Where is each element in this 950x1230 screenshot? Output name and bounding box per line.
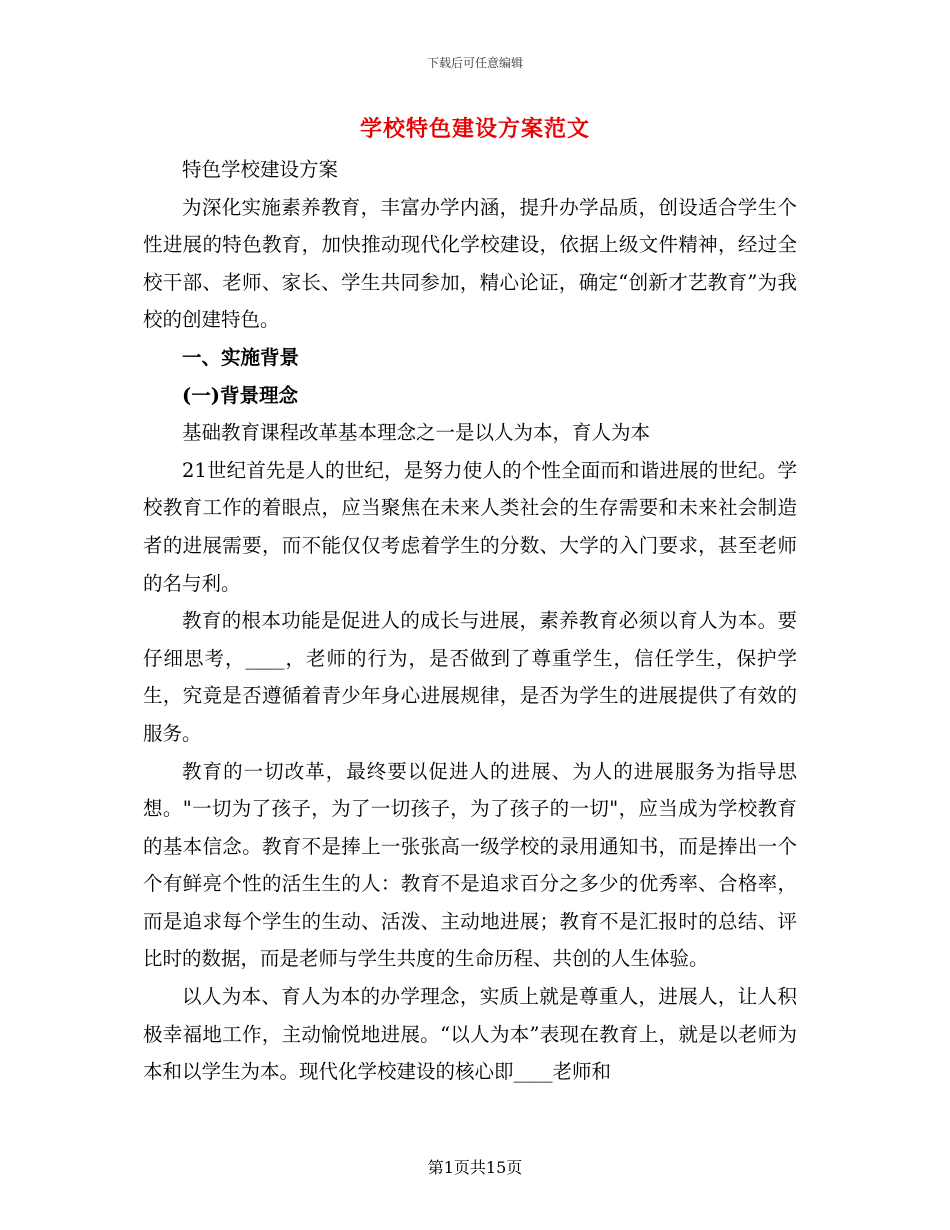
page-number-footer: 第1页共15页: [427, 1158, 523, 1177]
paragraph-subtitle: 特色学校建设方案: [182, 158, 339, 181]
document-title: 学校特色建设方案范文: [359, 116, 590, 142]
subsection-heading: (一)背景理念: [182, 383, 298, 407]
paragraph: 教育的根本功能是促进人的成长与进展，素养教育必须以育人为本。要仔细思考，____，老师的行为，是否做到了尊重学生，信任学生，保护学生，究竟是否遵循着青少年身心进展规律，是否为学生的进展提供了有效的服务。: [143, 609, 797, 745]
paragraph: 教育的一切改革，最终要以促进人的进展、为人的进展服务为指导思想。"一切为了孩子，为了一切孩子，为了孩子的一切"，应当成为学校教育的基本信念。教育不是捧上一张张高一级学校的录用通知书，而是捧出一个个有鲜亮个性的活生生的人：教育不是追求百分之多少的优秀率、合格率，而是追求每个学生的生动、活泼、主动地进展；教育不是汇报时的总结、评比时的数据，而是老师与学生共度的生命历程、共创的人生体验。: [143, 759, 797, 971]
paragraph: 21世纪首先是人的世纪，是努力使人的个性全面而和谐进展的世纪。学校教育工作的着眼点，应当聚焦在未来人类社会的生存需要和未来社会制造者的进展需要，而不能仅仅考虑着学生的分数、大学的入门要求，甚至老师的名与利。: [143, 458, 797, 595]
header-note: 下载后可任意编辑: [426, 56, 523, 70]
paragraph-intro: 为深化实施素养教育，丰富办学内涵，提升办学品质，创设适合学生个性进展的特色教育，加快推动现代化学校建设，依据上级文件精神，经过全校干部、老师、家长、学生共同参加，精心论证，确定“创新才艺教育”为我校的创建特色。: [143, 195, 797, 332]
document-body: [143, 151, 797, 1091]
section-heading: 一、实施背景: [182, 345, 300, 369]
paragraph: 基础教育课程改革基本理念之一是以人为本，育人为本: [182, 421, 651, 445]
paragraph: 以人为本、育人为本的办学理念，实质上就是尊重人，进展人，让人积极幸福地工作，主动愉悦地进展。“以人为本”表现在教育上，就是以老师为本和以学生为本。现代化学校建设的核心即____老师和: [143, 985, 797, 1084]
